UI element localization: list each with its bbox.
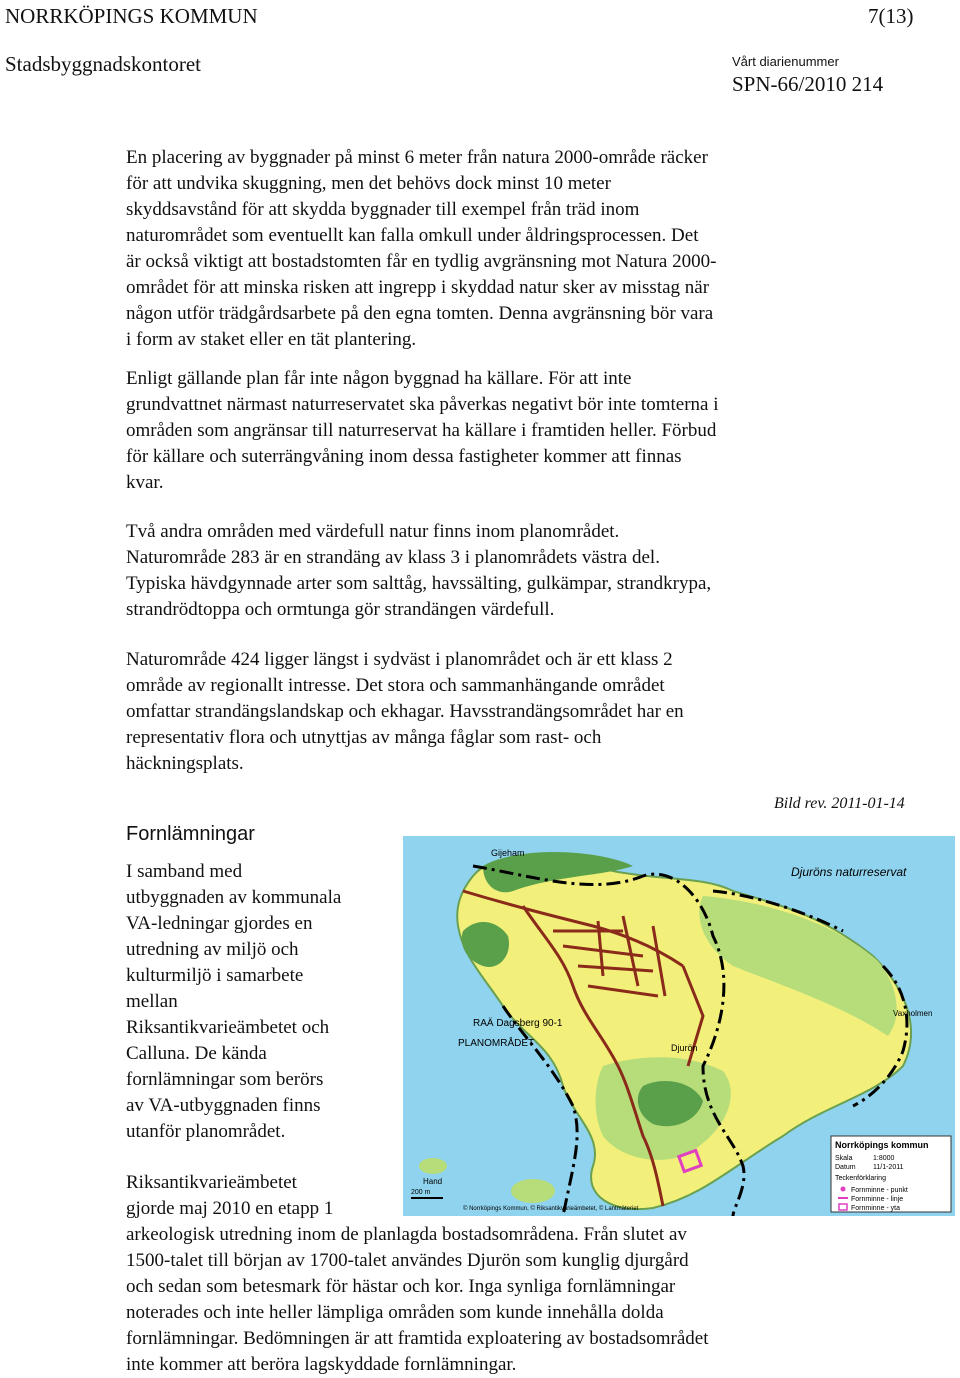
text-line: omfattar strandängslandskap och ekhagar. Havsstrandängsområdet har en [126, 701, 684, 722]
text-line: strandrödtoppa och ormtunga gör strandängen värdefull. [126, 599, 555, 620]
text-line: Naturområde 424 ligger längst i sydväst i planområdet och är ett klass 2 [126, 649, 673, 670]
text-line: av VA-utbyggnaden finns [126, 1095, 321, 1116]
text-line: naturområdet som eventuellt kan falla omkull under åldringsprocessen. Det [126, 225, 699, 246]
legend-date-label: Datum [835, 1164, 856, 1171]
plan-area-label: PLANOMRÅDET [458, 1038, 535, 1049]
text-line: någon utför trädgårdsarbete på den egna tomten. Denna avgränsning bör vara [126, 303, 714, 324]
legend-date-value: 11/1-2011 [873, 1164, 904, 1171]
paragraph-5 [126, 859, 341, 1145]
section-heading: Fornlämningar [126, 823, 255, 845]
text-line: för källare och suterrängvåning inom dessa fastigheter kommer att finnas [126, 446, 682, 467]
legend-title: Norrköpings kommun [835, 1140, 929, 1150]
text-line: utredning av miljö och [126, 939, 299, 960]
map-copyright: © Norrköpings Kommun, © Riksantikvarieämbetet, © Lantmäteriet [463, 1206, 639, 1212]
text-line: VA-ledningar gjordes en [126, 913, 313, 934]
text-line: fornlämningar som berörs [126, 1069, 324, 1090]
paragraph-4 [126, 647, 684, 777]
text-line: område av regionallt intresse. Det stora och sammanhängande området [126, 675, 665, 696]
text-line: området för att minska risken att ingrepp i skyddad natur sker av misstag när [126, 277, 710, 298]
place-label: Djurön [671, 1043, 698, 1053]
office-name: Stadsbyggnadskontoret [5, 52, 201, 76]
legend-scale-label: Skala [835, 1155, 853, 1162]
site-map [403, 836, 955, 1216]
place-label: Hand [423, 1177, 443, 1186]
text-line: utbyggnaden av kommunala [126, 887, 342, 908]
legend-point-symbol [841, 1187, 846, 1192]
diary-number: SPN-66/2010 214 [732, 72, 884, 96]
small-island [419, 1158, 447, 1174]
fornminne-label: RAÄ Dagsberg 90-1 [473, 1018, 563, 1029]
text-line: grundvattnet närmast naturreservatet ska påverkas negativt bör inte tomterna i [126, 394, 719, 415]
text-line: gjorde maj 2010 en etapp 1 [126, 1198, 334, 1219]
figure-caption: Bild rev. 2011-01-14 [774, 795, 905, 812]
text-line: mellan [126, 991, 178, 1012]
legend-key-title: Teckenförklaring [835, 1175, 886, 1182]
text-line: inte kommer att beröra lagskyddade fornlämningar. [126, 1354, 517, 1375]
text-line: arkeologisk utredning inom de planlagda bostadsområdena. Från slutet av [126, 1224, 687, 1245]
scale-bar-label: 200 m [411, 1189, 431, 1196]
page-number: 7(13) [868, 4, 914, 28]
text-line: noterades och inte heller lämpliga områden som kunde innehålla dolda [126, 1302, 664, 1323]
reserve-label: Djuröns naturreservat [791, 865, 907, 879]
paragraph-1 [126, 145, 716, 353]
text-line: Naturområde 283 är en strandäng av klass 3 i planområdets västra del. [126, 547, 660, 568]
legend-item: Fornminne - linje [851, 1196, 904, 1203]
text-line: I samband med [126, 861, 243, 882]
paragraph-3 [126, 519, 711, 623]
paragraph-2 [126, 366, 718, 496]
text-line: skyddsavstånd för att skydda byggnader till exempel från träd inom [126, 199, 640, 220]
place-label: Vaxholmen [893, 1009, 933, 1018]
small-island [511, 1179, 555, 1203]
text-line: Typiska hävdgynnade arter som salttåg, havssälting, gulkämpar, strandkrypa, [126, 573, 712, 594]
text-line: fornlämningar. Bedömningen är att framtida exploatering av bostadsområdet [126, 1328, 709, 1349]
text-line: Calluna. De kända [126, 1043, 267, 1064]
text-line: häckningsplats. [126, 753, 244, 774]
text-line: kulturmiljö i samarbete [126, 965, 304, 986]
text-line: Riksantikvarieämbetet och [126, 1017, 330, 1038]
text-line: utanför planområdet. [126, 1121, 286, 1142]
text-line: områden som angränsar till naturreservat ha källare i framtiden heller. Förbud [126, 420, 717, 441]
text-line: i form av staket eller en tät plantering. [126, 329, 417, 350]
legend-item: Fornminne - yta [851, 1205, 901, 1212]
text-line: representativ flora och utnyttjas av många fåglar som rast- och [126, 727, 602, 748]
text-line: är också viktigt att bostadstomten får en tydlig avgränsning mot Natura 2000- [126, 251, 717, 272]
diary-label: Vårt diarienummer [732, 54, 839, 69]
legend-item: Fornminne - punkt [851, 1187, 908, 1194]
text-line: kvar. [126, 472, 164, 493]
text-line: för att undvika skuggning, men det behövs dock minst 10 meter [126, 173, 611, 194]
place-label: Gijeham [491, 848, 525, 858]
text-line: Riksantikvarieämbetet [126, 1172, 297, 1193]
text-line: Två andra områden med värdefull natur finns inom planområdet. [126, 521, 620, 542]
map-legend [831, 1136, 951, 1212]
text-line: En placering av byggnader på minst 6 meter från natura 2000-område räcker [126, 147, 708, 168]
text-line: 1500-talet till början av 1700-talet användes Djurön som kunglig djurgård [126, 1250, 689, 1271]
text-line: Enligt gällande plan får inte någon byggnad ha källare. För att inte [126, 368, 632, 389]
text-line: och sedan som betesmark för hästar och kor. Inga synliga fornlämningar [126, 1276, 676, 1297]
organization-name: NORRKÖPINGS KOMMUN [5, 4, 258, 28]
legend-scale-value: 1:8000 [873, 1155, 895, 1162]
